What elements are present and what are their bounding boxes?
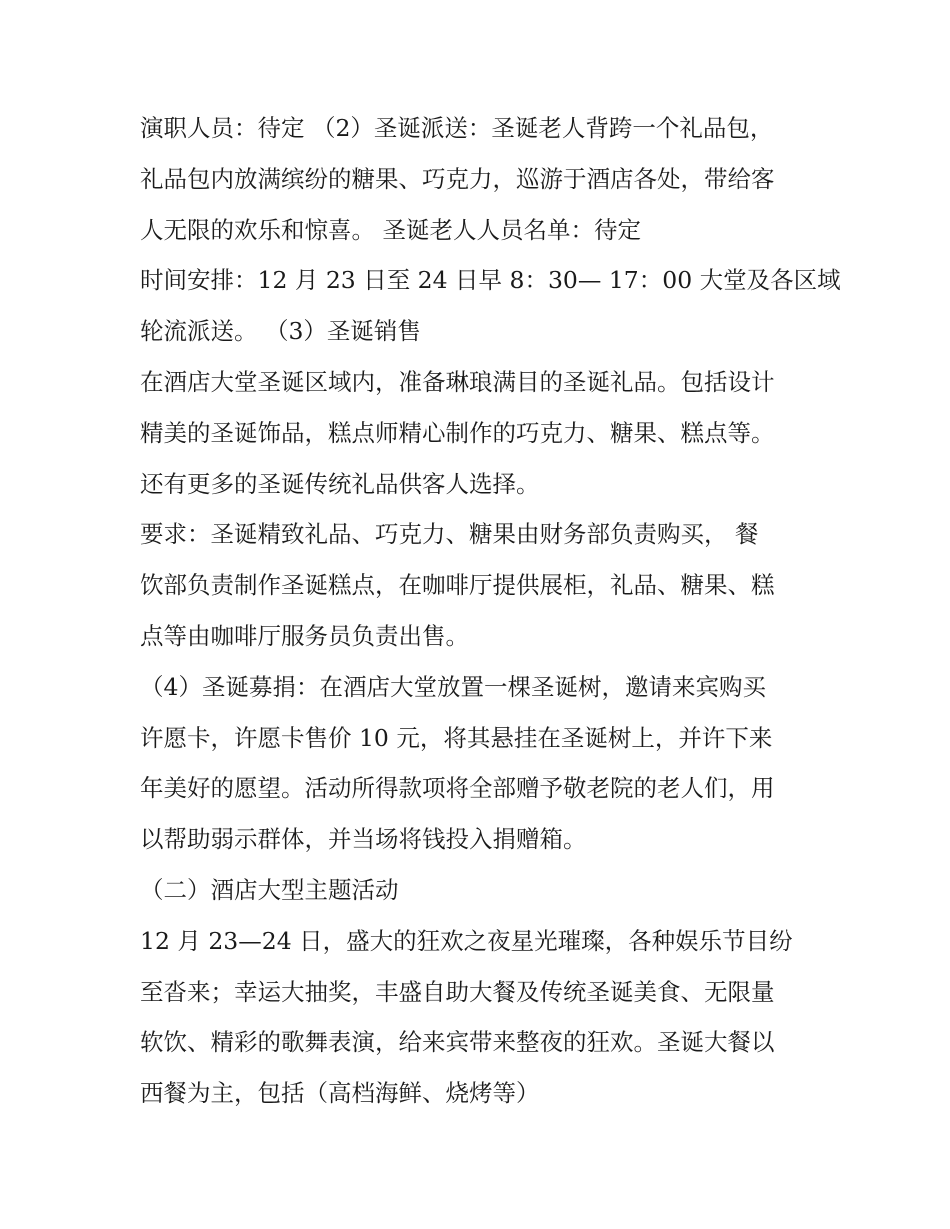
- text-line: （4）圣诞募捐：在酒店大堂放置一棵圣诞树，邀请来宾购买: [140, 672, 766, 701]
- text-line: （二）酒店大型主题活动: [140, 875, 399, 904]
- text-line: 轮流派送。 （3）圣诞销售: [140, 317, 421, 346]
- text-line: 12 月 23—24 日，盛大的狂欢之夜星光璀璨，各种娱乐节目纷: [140, 926, 793, 955]
- text-line: 点等由咖啡厅服务员负责出售。: [140, 621, 469, 650]
- text-line: 时间安排：12 月 23 日至 24 日早 8：30— 17：00 大堂及各区域: [140, 266, 841, 295]
- text-line: 人无限的欢乐和惊喜。 圣诞老人人员名单：待定: [140, 215, 641, 244]
- text-line: 还有更多的圣诞传统礼品供客人选择。: [140, 469, 540, 498]
- text-line: 至沓来；幸运大抽奖，丰盛自助大餐及传统圣诞美食、无限量: [140, 977, 775, 1006]
- text-line: 年美好的愿望。活动所得款项将全部赠予敬老院的老人们，用: [140, 774, 775, 803]
- body-text: [140, 103, 841, 1119]
- text-line: 软饮、精彩的歌舞表演，给来宾带来整夜的狂欢。圣诞大餐以: [140, 1028, 775, 1057]
- text-line: 要求：圣诞精致礼品、巧克力、糖果由财务部负责购买， 餐: [140, 520, 759, 549]
- text-line: 以帮助弱示群体，并当场将钱投入捐赠箱。: [140, 825, 587, 854]
- text-line: 西餐为主，包括（高档海鲜、烧烤等）: [140, 1079, 540, 1108]
- text-line: 精美的圣诞饰品，糕点师精心制作的巧克力、糖果、糕点等。: [140, 418, 775, 447]
- text-line: 演职人员：待定 （2）圣诞派送：圣诞老人背跨一个礼品包，: [140, 114, 774, 142]
- text-line: 饮部负责制作圣诞糕点，在咖啡厅提供展柜，礼品、糖果、糕: [140, 571, 775, 600]
- text-line: 在酒店大堂圣诞区域内，准备琳琅满目的圣诞礼品。包括设计: [140, 367, 775, 396]
- text-line: 许愿卡，许愿卡售价 10 元，将其悬挂在圣诞树上，并许下来: [140, 723, 773, 752]
- text-line: 礼品包内放满缤纷的糖果、巧克力，巡游于酒店各处，带给客: [140, 164, 775, 193]
